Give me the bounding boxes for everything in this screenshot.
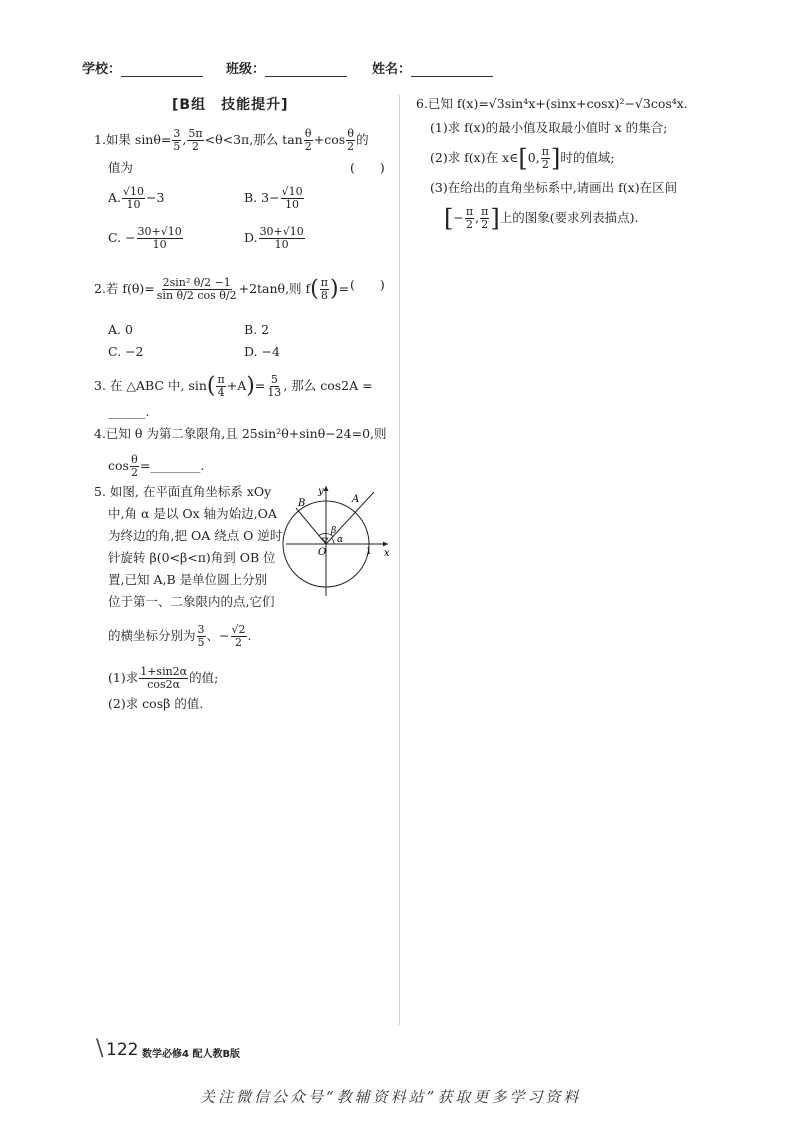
label-x: x bbox=[384, 548, 390, 559]
label-y: y bbox=[318, 486, 324, 497]
q5-line5: 置,已知 A,B 是单位圆上分别 bbox=[108, 572, 268, 587]
page-number: 122 bbox=[106, 1040, 139, 1060]
header-name bbox=[372, 58, 493, 77]
label-o: O bbox=[318, 547, 327, 558]
q1-stem-line1: 1.如果 sinθ= $\frac{3}{5}$ , $\frac{5\pi}{2}$ <θ<3π,那么 tan $\frac{\theta}{2}$ +cos $\frac{\theta}{2}$ 的 bbox=[94, 127, 369, 153]
q5-line1: 5. 如图, 在平面直角坐标系 xOy bbox=[94, 484, 272, 499]
q2-main-fraction: $\frac{\text{2sin² θ/2 −1}}{\text{sin θ/2 cos θ/2}}$ bbox=[156, 276, 237, 302]
q4-line1: 4.已知 θ 为第二象限角,且 25sin²θ+sinθ−24=0,则 bbox=[94, 426, 387, 441]
q2-option-c: C. −2 bbox=[108, 344, 144, 359]
watermark-text: 关注微信公众号“教辅资料站”获取更多学习资料 bbox=[200, 1088, 582, 1106]
q4-line2: cos $\frac{\theta}{2}$ =________. bbox=[108, 453, 205, 479]
q6-sub1: (1)求 f(x)的最小值及取最小值时 x 的集合; bbox=[430, 120, 668, 135]
header-class bbox=[226, 58, 347, 77]
column-divider bbox=[399, 95, 400, 1025]
q5-line2: 中,角 α 是以 Ox 轴为始边,OA bbox=[108, 506, 277, 521]
label-a: A bbox=[352, 494, 360, 505]
q5-line7: 的横坐标分别为 $\frac{3}{5}$ 、− $\frac{√2}{2}$ . bbox=[108, 623, 252, 649]
label-alpha: α bbox=[337, 535, 344, 545]
q2-option-d: D. −4 bbox=[244, 344, 280, 359]
q2-option-a: A. 0 bbox=[108, 322, 133, 337]
unit-circle-figure bbox=[282, 478, 394, 598]
q1-frac-cos: $\frac{\theta}{2}$ bbox=[347, 127, 355, 153]
q6-sub2: (2)求 f(x)在 x∈[0, $\frac{\pi}{2}$ ]时的值域; bbox=[430, 144, 615, 173]
q1-option-d: D. $\frac{30+√10}{10}$ bbox=[244, 225, 304, 251]
q1-option-b: B. 3− $\frac{√10}{10}$ bbox=[244, 185, 303, 211]
q1-option-c: C. − $\frac{30+√10}{10}$ bbox=[108, 225, 182, 251]
q1-stem-line2: 值为 bbox=[108, 160, 134, 175]
class-blank bbox=[265, 62, 347, 77]
q1-frac-lower: $\frac{5\pi}{2}$ bbox=[188, 127, 203, 153]
label-b: B bbox=[298, 498, 306, 509]
q1-frac-sin: $\frac{3}{5}$ bbox=[173, 127, 181, 153]
class-label: 班级： bbox=[226, 62, 266, 77]
school-blank bbox=[121, 62, 203, 77]
alpha-arc bbox=[331, 538, 334, 544]
header-school bbox=[82, 58, 203, 77]
section-title: [B组 技能提升] bbox=[172, 97, 289, 113]
q1-option-a: A. $\frac{√10}{10}$ −3 bbox=[108, 185, 165, 211]
x-axis-arrow bbox=[383, 542, 388, 547]
q2-option-b: B. 2 bbox=[244, 322, 270, 337]
q6-sub3-line1: (3)在给出的直角坐标系中,请画出 f(x)在区间 bbox=[430, 180, 678, 195]
ray-ob bbox=[296, 508, 326, 544]
q1-text: 1.如果 sinθ= bbox=[94, 132, 172, 147]
q2-stem: 2.若 f(θ)= $\frac{\text{2sin² θ/2 −1}}{\text{sin θ/2 cos θ/2}}$ +2tanθ,则 f( $\frac{\pi}{8}$ )= bbox=[94, 276, 350, 302]
q1-frac-tan: $\frac{\theta}{2}$ bbox=[304, 127, 312, 153]
q3-stem: 3. 在 △ABC 中, sin( $\frac{\pi}{4}$ +A)= $\frac{5}{13}$ , 那么 cos2A = bbox=[94, 373, 373, 399]
q3-answer-line: ______. bbox=[108, 404, 150, 419]
q6-sub3-line2: [− $\frac{\pi}{2}$ , $\frac{\pi}{2}$ ]上的图象(要求列表描点). bbox=[444, 204, 639, 233]
name-label: 姓名： bbox=[372, 62, 412, 77]
q5-sub1: (1)求 $\frac{1+\sin 2\alpha}{\cos 2\alpha}$ 的值; bbox=[108, 665, 219, 691]
q5-sub2: (2)求 cosβ 的值. bbox=[108, 696, 204, 711]
y-axis-arrow bbox=[324, 486, 329, 491]
footer-slash: \ bbox=[96, 1036, 104, 1061]
book-title: 数学必修4 配人教B版 bbox=[142, 1049, 241, 1060]
q1-answer-blank: ( ) bbox=[350, 160, 385, 175]
school-label: 学校： bbox=[82, 62, 122, 77]
label-beta: β bbox=[331, 526, 337, 536]
q5-line4: 针旋转 β(0<β<π)角到 OB 位 bbox=[108, 550, 276, 565]
label-1: 1 bbox=[366, 547, 372, 557]
q2-answer-blank: ( ) bbox=[350, 277, 385, 292]
q5-line3: 为终边的角,把 OA 绕点 O 逆时 bbox=[108, 528, 283, 543]
name-blank bbox=[411, 62, 493, 77]
q6-stem: 6.已知 f(x)=√3sin⁴x+(sinx+cosx)²−√3cos⁴x. bbox=[416, 96, 688, 111]
q5-line6: 位于第一、二象限内的点,它们 bbox=[108, 594, 275, 609]
